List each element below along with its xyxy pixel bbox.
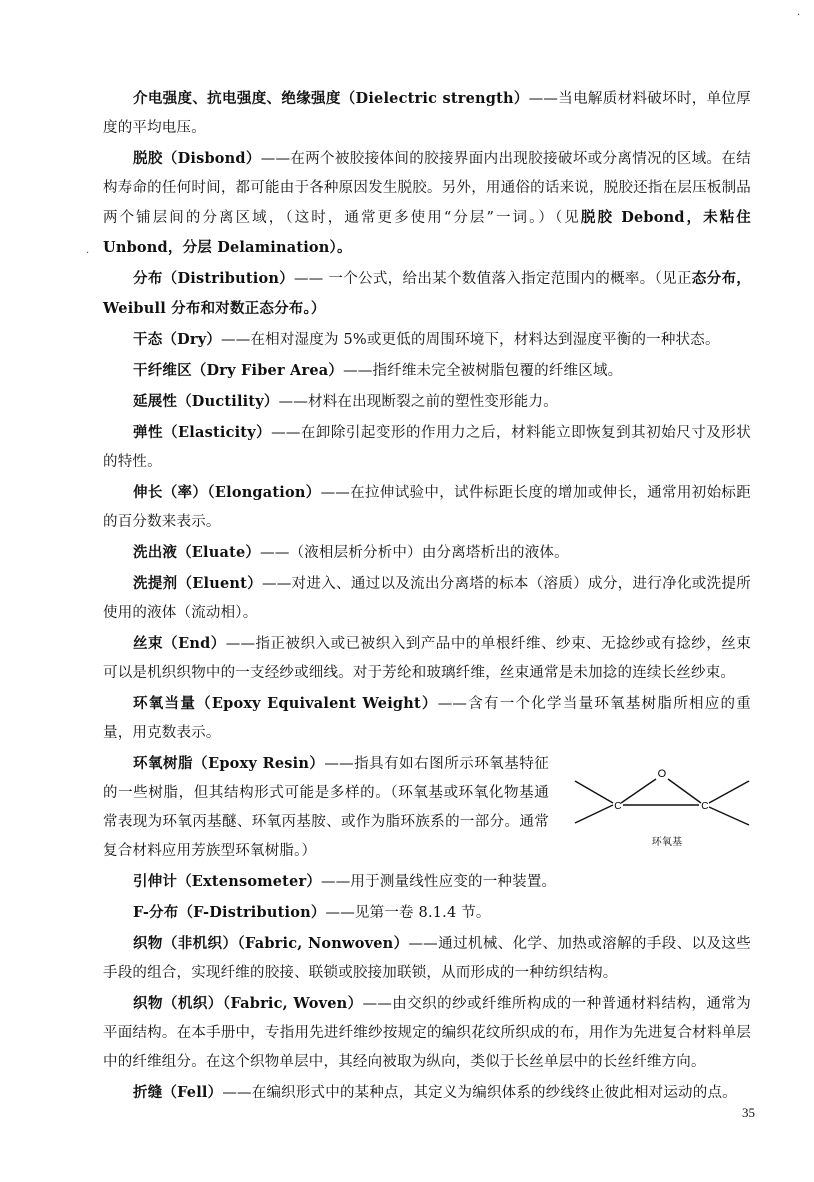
entry-term: 分布（Distribution）	[133, 270, 295, 287]
entry-term: 干态（Dry）	[133, 331, 222, 348]
entry-definition: ——在相对湿度为 5%或更低的周围环境下，材料达到湿度平衡的一种状态。	[221, 332, 720, 348]
entry-definition: ——见第一卷 8.1.4 节。	[325, 905, 491, 921]
entry-term: 脱胶（Disbond）	[133, 150, 261, 167]
entry-epoxy-resin	[103, 749, 751, 866]
entry-definition: ——在拉伸试验中，试件标距长度的增加或伸长，通常用初始标距的百分数来表示。	[103, 485, 751, 530]
entry-term: 折缝（Fell）	[133, 1084, 223, 1101]
entry-definition: ——当电解质材料破坏时，单位厚度的平均电压。	[103, 91, 751, 136]
entry-term: F-分布（F-Distribution）	[133, 904, 326, 921]
entry-term: 洗提剂（Eluent）	[133, 575, 263, 592]
entry-cross-reference: 态分布，Weibull 分布和对数正态分布。）	[103, 270, 751, 317]
carbon-atom-label: C	[614, 801, 622, 812]
entry-extensometer	[103, 867, 751, 897]
entry-elasticity	[103, 418, 751, 477]
figure-caption: 环氧基	[651, 837, 683, 848]
entry-disbond	[103, 144, 751, 263]
entry-definition: ——指正被织入或已被织入到产品中的单根纤维、纱束、无捻纱或有捻纱，丝束可以是机织织物中的一支经纱或细线。对于芳纶和玻璃纤维，丝束通常是未加捻的连续长丝纱束。	[103, 636, 751, 681]
entry-definition: ——在编织形式中的某种点，其定义为编织体系的纱线终止彼此相对运动的点。	[222, 1085, 737, 1101]
entry-definition: ——指纤维未完全被树脂包覆的纤维区域。	[343, 363, 623, 379]
glossary-page	[103, 84, 751, 1109]
entry-definition: ——材料在出现断裂之前的塑性变形能力。	[278, 394, 558, 410]
entry-definition: ——在两个被胶接体间的胶接界面内出现胶接破坏或分离情况的区域。在结构寿命的任何时间，都可能由于各种原因发生脱胶。另外，用通俗的话来说，脱胶还指在层压板制品两个铺层间的分离区域，（这时，通常更多使用“分层”一词。）（见	[103, 151, 751, 226]
entry-term: 环氧当量（Epoxy Equivalent Weight）	[133, 695, 438, 712]
entry-epoxy-equivalent-weight	[103, 689, 751, 748]
entry-term: 织物（非机织）（Fabric, Nonwoven）	[133, 935, 409, 952]
entry-f-distribution	[103, 898, 751, 928]
carbon-atom-label: C	[701, 801, 709, 812]
entry-definition: ——（液相层析分析中）由分离塔析出的液体。	[260, 545, 569, 561]
entry-term: 干纤维区（Dry Fiber Area）	[133, 362, 344, 379]
entry-definition: ——由交织的纱或纤维所构成的一种普通材料结构，通常为平面结构。在本手册中，专指用先进纤维纱按规定的编织花纹所织成的布，用作为先进复合材料单层中的纤维组分。在这个织物单层中，其经向被取为纵向，类似于长丝单层中的长丝纤维方向。	[103, 996, 751, 1070]
bond-line	[709, 807, 749, 825]
entry-distribution	[103, 264, 751, 324]
entry-term: 丝束（End）	[133, 635, 226, 652]
oxygen-atom-label: O	[657, 768, 667, 780]
entry-dielectric-strength	[103, 84, 751, 143]
entry-eluent	[103, 569, 751, 628]
entry-term: 延展性（Ductility）	[133, 393, 279, 410]
entry-definition: ——指具有如右图所示环氧基特征的一些树脂，但其结构形式可能是多样的。（环氧基或环氧化物基通常表现为环氧丙基醚、环氧丙基胺、或作为脂环族系的一部分。通常复合材料应用芳族型环氧树脂。）	[103, 756, 550, 859]
scan-speck: ·	[797, 10, 801, 21]
entry-definition: ——通过机械、化学、加热或溶解的手段、以及这些手段的组合，实现纤维的胶接、联锁或胶接加联锁，从而形成的一种纺织结构。	[103, 936, 751, 981]
entry-definition: ——含有一个化学当量环氧基树脂所相应的重量，用克数表示。	[103, 696, 751, 741]
entry-term: 伸长（率）（Elongation）	[133, 484, 321, 501]
bond-line	[668, 779, 701, 803]
entry-term: 介电强度、抗电强度、绝缘强度（Dielectric strength）	[133, 90, 529, 107]
entry-elongation	[103, 478, 751, 537]
entry-dry	[103, 325, 751, 355]
entry-fabric-nonwoven	[103, 929, 751, 988]
bond-line	[621, 779, 656, 803]
entry-term: 环氧树脂（Epoxy Resin）	[133, 755, 325, 772]
entry-definition: ——用于测量线性应变的一种装置。	[321, 874, 557, 890]
entry-fabric-woven	[103, 989, 751, 1077]
entry-term: 洗出液（Eluate）	[133, 544, 261, 561]
page-number: 35	[742, 1105, 755, 1120]
entry-definition: ——在卸除引起变形的作用力之后，材料能立即恢复到其初始尺寸及形状的特性。	[103, 425, 751, 470]
entry-ductility	[103, 387, 751, 417]
entry-definition: ——对进入、通过以及流出分离塔的标本（溶质）成分，进行净化或洗提所使用的液体（流动相）。	[103, 576, 751, 621]
scan-speck: ·	[86, 248, 90, 259]
entry-term: 织物（机织）（Fabric, Woven）	[133, 995, 363, 1012]
bond-line	[575, 805, 613, 823]
entry-term: 引伸计（Extensometer）	[133, 873, 322, 890]
entry-end	[103, 629, 751, 688]
entry-term: 弹性（Elasticity）	[133, 424, 272, 441]
bond-line	[575, 781, 613, 803]
entry-cross-reference: 脱胶 Debond，未粘住 Unbond，分层 Delamination）。	[103, 209, 751, 256]
entry-definition: —— 一个公式，给出某个数值落入指定范围内的概率。（见正	[294, 271, 692, 287]
entry-eluate	[103, 538, 751, 568]
entry-fell	[103, 1078, 751, 1108]
epoxy-group-figure	[567, 753, 757, 853]
epoxy-group-diagram	[567, 753, 757, 853]
entry-dry-fiber-area	[103, 356, 751, 386]
bond-line	[709, 781, 749, 803]
